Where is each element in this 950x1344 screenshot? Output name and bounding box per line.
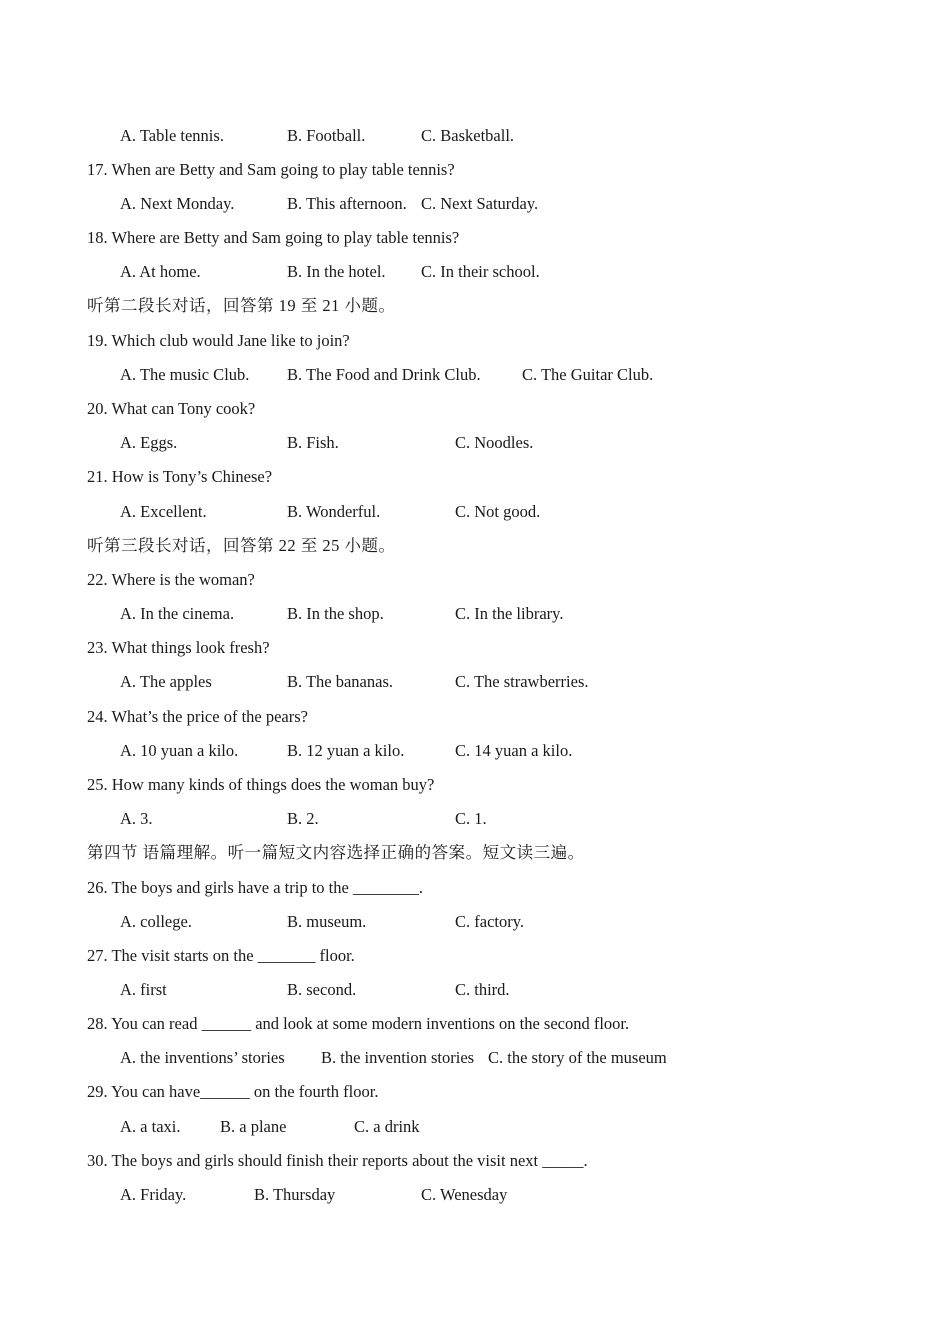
q17-option-b: B. This afternoon. <box>287 194 407 213</box>
q24-option-c: C. 14 yuan a kilo. <box>455 741 573 760</box>
q20-option-b: B. Fish. <box>287 433 339 452</box>
q23-option-b: B. The bananas. <box>287 672 394 691</box>
q22-option-b: B. In the shop. <box>287 604 384 623</box>
q18-option-b: B. In the hotel. <box>287 262 386 281</box>
q27-option-a: A. first <box>120 980 167 999</box>
q26-option-a: A. college. <box>120 912 192 931</box>
q19-option-b: B. The Food and Drink Club. <box>287 365 481 384</box>
q30-option-a: A. Friday. <box>120 1185 187 1204</box>
q21-question: 21. How is Tony’s Chinese? <box>87 467 273 486</box>
section-heading-3: 听第三段长对话，回答第 22 至 25 小题。 <box>87 536 396 555</box>
q25-question: 25. How many kinds of things does the woman buy? <box>87 775 435 794</box>
q16-option-a: A. Table tennis. <box>120 126 224 145</box>
q19-question: 19. Which club would Jane like to join? <box>87 331 350 350</box>
q25-option-b: B. 2. <box>287 809 319 828</box>
q30-option-b: B. Thursday <box>254 1185 336 1204</box>
q23-option-c: C. The strawberries. <box>455 672 589 691</box>
q20-question: 20. What can Tony cook? <box>87 399 256 418</box>
section-heading-2: 听第二段长对话，回答第 19 至 21 小题。 <box>87 296 396 315</box>
q22-option-c: C. In the library. <box>455 604 564 623</box>
q28-question: 28. You can read ______ and look at some modern inventions on the second floor. <box>87 1014 630 1033</box>
q24-option-b: B. 12 yuan a kilo. <box>287 741 405 760</box>
q24-question: 24. What’s the price of the pears? <box>87 707 308 726</box>
q26-option-b: B. museum. <box>287 912 367 931</box>
q30-question: 30. The boys and girls should finish their reports about the visit next _____. <box>87 1151 588 1170</box>
q16-option-c: C. Basketball. <box>421 126 515 145</box>
section-heading-4: 第四节 语篇理解。听一篇短文内容选择正确的答案。短文读三遍。 <box>87 843 585 862</box>
q28-option-b: B. the invention stories <box>321 1048 475 1067</box>
q17-question: 17. When are Betty and Sam going to play table tennis? <box>87 160 455 179</box>
q18-question: 18. Where are Betty and Sam going to play table tennis? <box>87 228 460 247</box>
q20-option-c: C. Noodles. <box>455 433 534 452</box>
q30-option-c: C. Wenesday <box>421 1185 508 1204</box>
q23-option-a: A. The apples <box>120 672 212 691</box>
q26-option-c: C. factory. <box>455 912 525 931</box>
q21-option-a: A. Excellent. <box>120 502 207 521</box>
q20-option-a: A. Eggs. <box>120 433 178 452</box>
q18-option-c: C. In their school. <box>421 262 540 281</box>
q16-option-b: B. Football. <box>287 126 366 145</box>
q26-question: 26. The boys and girls have a trip to the ________. <box>87 878 424 897</box>
q27-option-c: C. third. <box>455 980 510 999</box>
q21-option-c: C. Not good. <box>455 502 541 521</box>
q28-option-a: A. the inventions’ stories <box>120 1048 285 1067</box>
q29-option-b: B. a plane <box>220 1117 287 1136</box>
q27-question: 27. The visit starts on the _______ floor. <box>87 946 355 965</box>
q29-option-c: C. a drink <box>354 1117 420 1136</box>
q21-option-b: B. Wonderful. <box>287 502 381 521</box>
q18-option-a: A. At home. <box>120 262 201 281</box>
q29-option-a: A. a taxi. <box>120 1117 181 1136</box>
q25-option-c: C. 1. <box>455 809 487 828</box>
q22-option-a: A. In the cinema. <box>120 604 235 623</box>
q19-option-a: A. The music Club. <box>120 365 250 384</box>
q17-option-c: C. Next Saturday. <box>421 194 539 213</box>
q25-option-a: A. 3. <box>120 809 153 828</box>
q24-option-a: A. 10 yuan a kilo. <box>120 741 239 760</box>
q23-question: 23. What things look fresh? <box>87 638 270 657</box>
q27-option-b: B. second. <box>287 980 357 999</box>
q19-option-c: C. The Guitar Club. <box>522 365 654 384</box>
q29-question: 29. You can have______ on the fourth floor. <box>87 1082 379 1101</box>
q22-question: 22. Where is the woman? <box>87 570 255 589</box>
q28-option-c: C. the story of the museum <box>488 1048 667 1067</box>
q17-option-a: A. Next Monday. <box>120 194 235 213</box>
